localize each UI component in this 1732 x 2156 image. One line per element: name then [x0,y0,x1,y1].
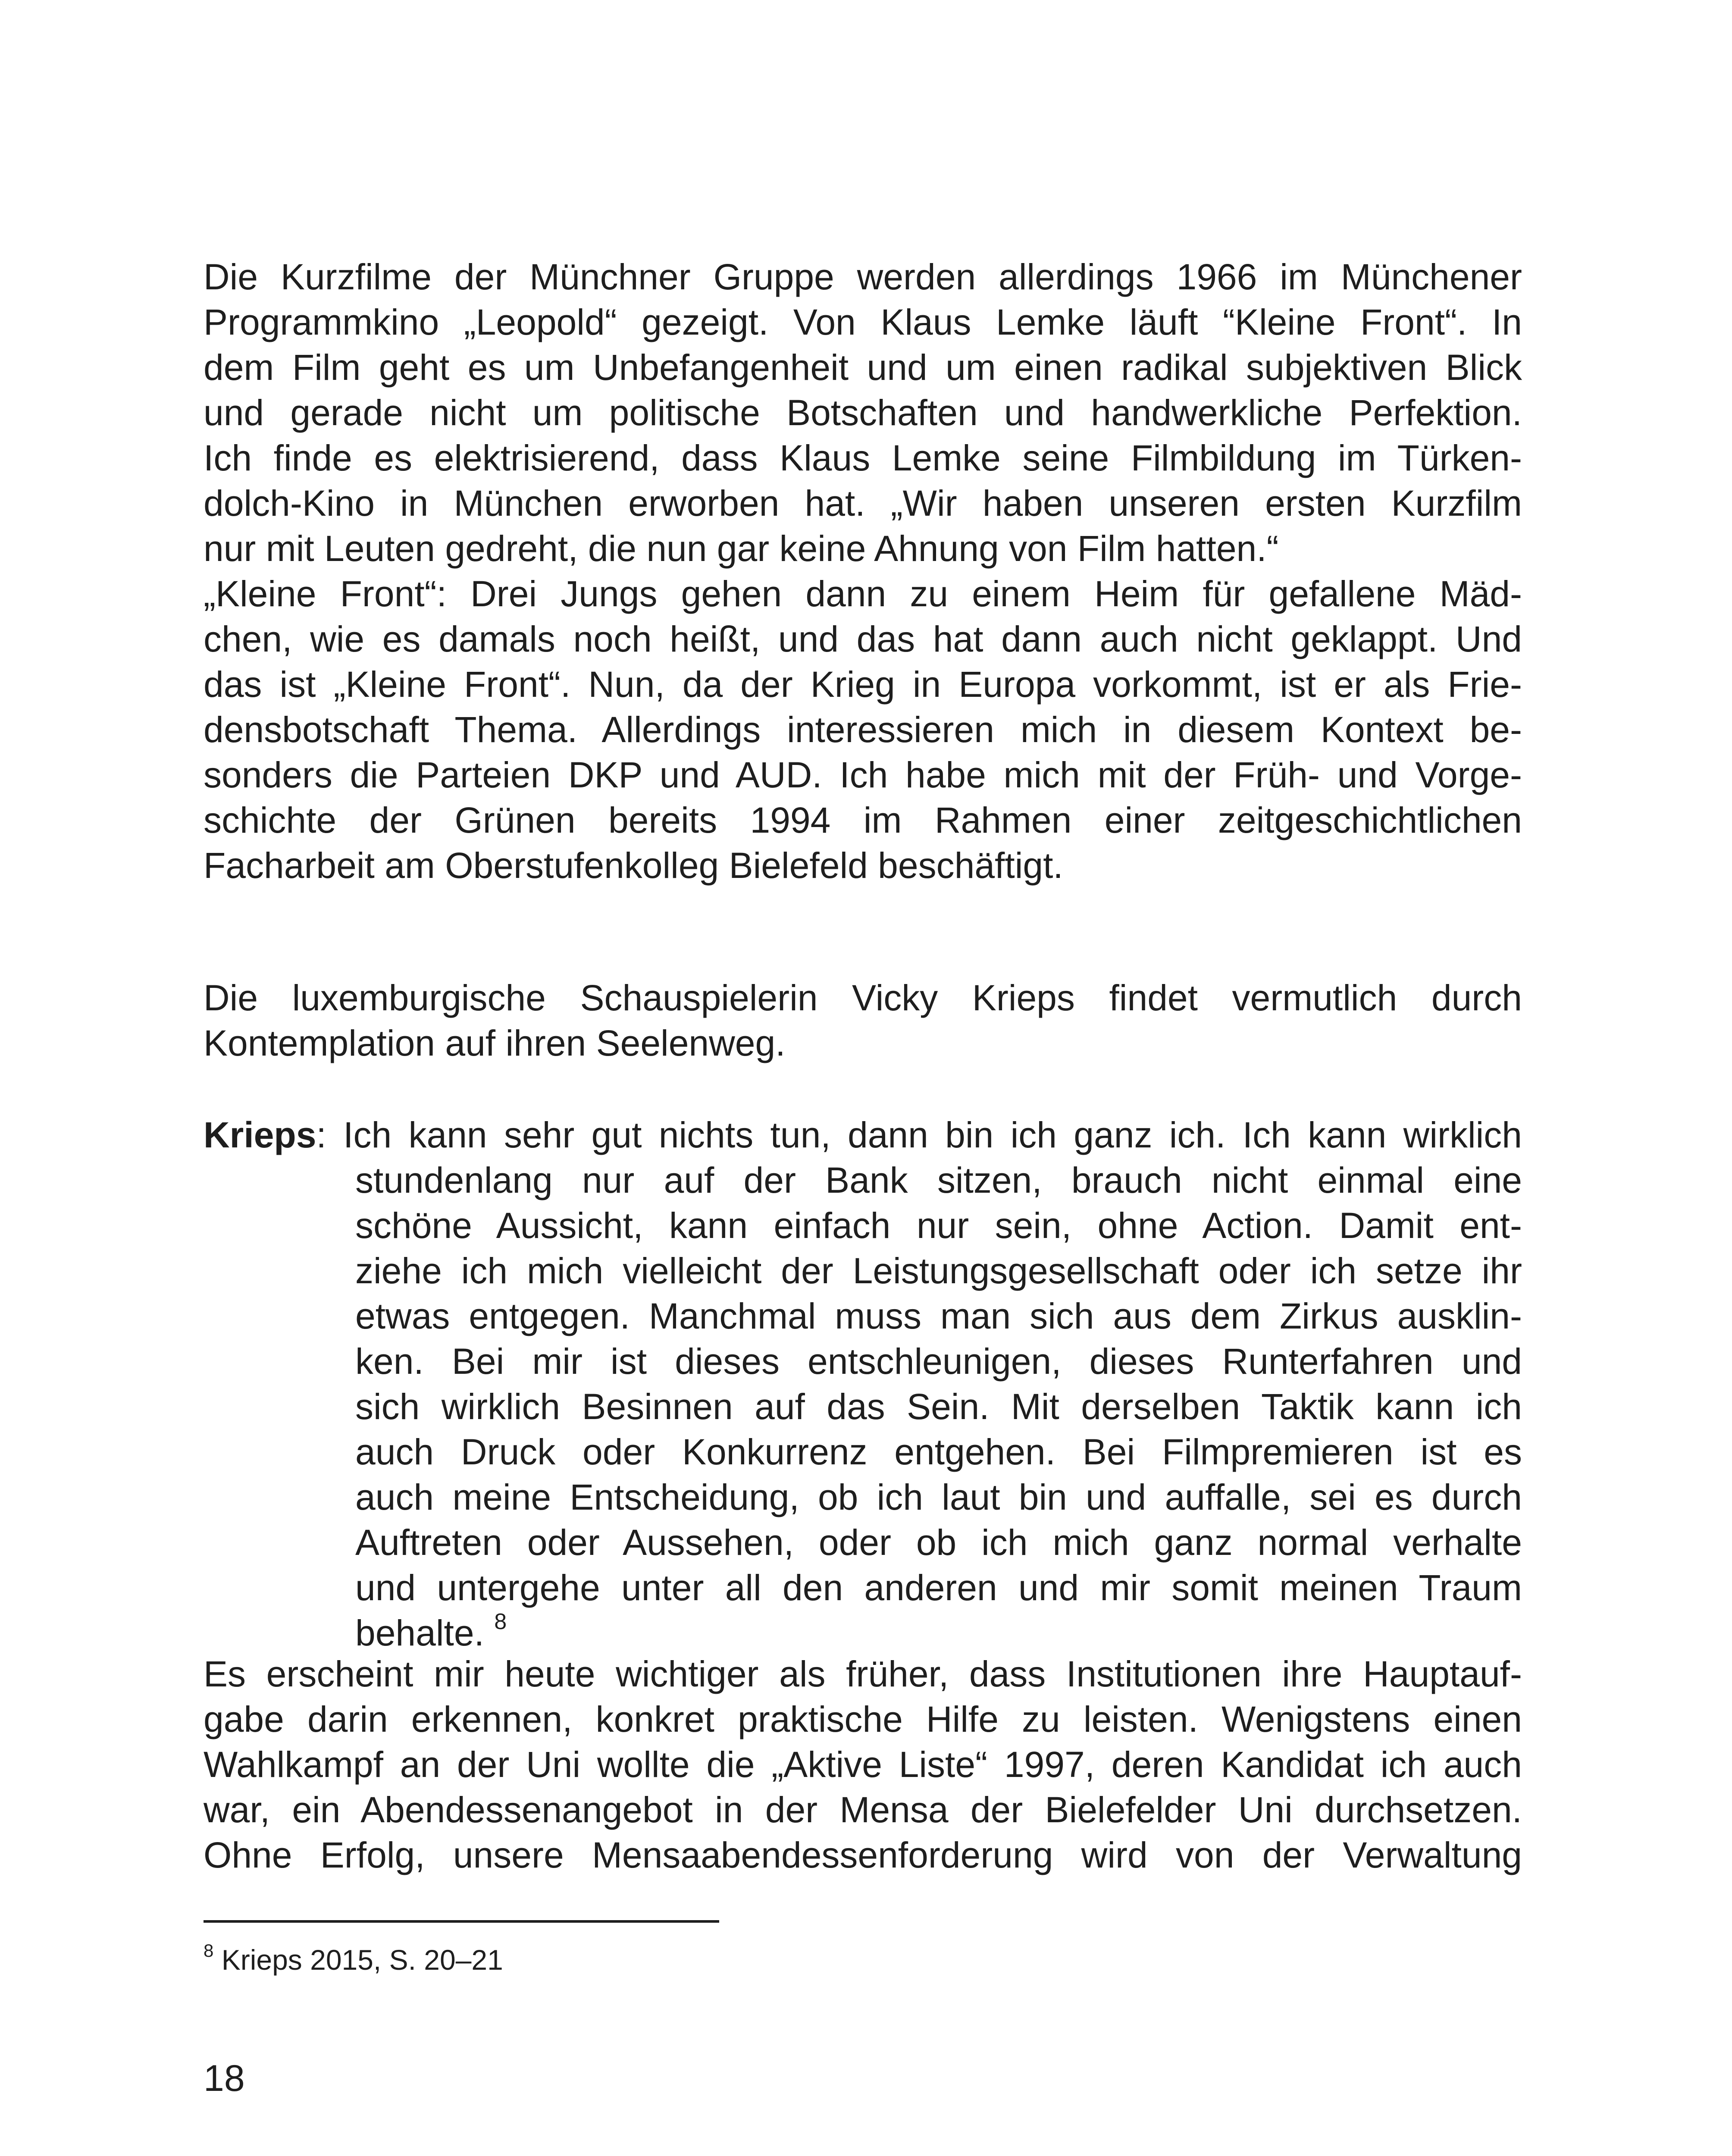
quote-line: und untergehe unter all den anderen und mir somit meinen Traum [355,1567,1522,1608]
text-line: Die luxemburgische Schauspielerin Vicky Krieps findet vermutlich durch [204,978,1522,1018]
text-line: nur mit Leuten gedreht, die nun gar keine Ahnung von Film hatten.“ [204,528,1279,569]
text-line: Wahlkampf an der Uni wollte die „Aktive Liste“ 1997, deren Kandidat ich auch [204,1744,1522,1785]
text-line: Kontemplation auf ihren Seelenweg. [204,1023,786,1063]
text-line: Facharbeit am Oberstufenkolleg Bielefeld beschäftigt. [204,845,1063,886]
quote-line: ken. Bei mir ist dieses entschleunigen, dieses Runterfahren und [355,1341,1522,1382]
text-line: Programmkino „Leopold“ gezeigt. Von Klaus Lemke läuft “Kleine Front“. In [204,302,1522,342]
text-line: chen, wie es damals noch heißt, und das hat dann auch nicht geklappt. Und [204,619,1522,659]
quote-line: ziehe ich mich vielleicht der Leistungsgesellschaft oder ich setze ihr [355,1250,1522,1291]
text-line: und gerade nicht um politische Botschaften und handwerkliche Perfektion. [204,392,1522,433]
footnote-number: 8 [204,1940,214,1961]
text-line: dem Film geht es um Unbefangenheit und um einen radikal subjektiven Blick [204,347,1522,388]
text-line: densbotschaft Thema. Allerdings interessieren mich in diesem Kontext be- [204,709,1522,750]
quote-speaker: Krieps [204,1115,316,1155]
quote-line: auch meine Entscheidung, ob ich laut bin und auffalle, sei es durch [355,1477,1522,1517]
quote-first-line [204,1112,1522,1158]
quote-line: Auftreten oder Aussehen, oder ob ich mich ganz normal verhalte [355,1522,1522,1563]
text-line: gabe darin erkennen, konkret praktische Hilfe zu leisten. Wenigstens einen [204,1699,1522,1739]
quote-last-line [204,1611,1522,1656]
quote-line: schöne Aussicht, kann einfach nur sein, ohne Action. Damit ent- [355,1205,1522,1246]
text-line: dolch-Kino in München erworben hat. „Wir haben unseren ersten Kurzfilm [204,483,1522,523]
text-line: Ich finde es elektrisierend, dass Klaus Lemke seine Filmbildung im Türken- [204,438,1522,478]
footnote-reference[interactable]: 8 [494,1609,507,1634]
quote-line: etwas entgegen. Manchmal muss man sich aus dem Zirkus ausklin- [355,1296,1522,1336]
footnote-separator [204,1920,719,1923]
quote-line: auch Druck oder Konkurrenz entgehen. Bei Filmpremieren ist es [355,1432,1522,1472]
text-line: das ist „Kleine Front“. Nun, da der Krieg in Europa vorkommt, ist er als Frie- [204,664,1522,705]
text-line: Ohne Erfolg, unsere Mensaabendessenforderung wird von der Verwaltung [204,1835,1522,1875]
text-line: Die Kurzfilme der Münchner Gruppe werden allerdings 1966 im Münchener [204,257,1522,297]
paragraph-institutions [204,1651,1522,1878]
paragraph-lemke-kleine-front [204,254,1522,888]
footnote-text: Krieps 2015, S. 20–21 [213,1944,503,1976]
quote-first-line-text: : Ich kann sehr gut nichts tun, dann bin ich ganz ich. Ich kann wirklich [316,1115,1522,1155]
text-line: schichte der Grünen bereits 1994 im Rahmen einer zeitgeschichtlichen [204,800,1522,840]
quote-line: stundenlang nur auf der Bank sitzen, brauch nicht einmal eine [355,1160,1522,1200]
text-line: Es erscheint mir heute wichtiger als früher, dass Institutionen ihre Hauptauf- [204,1654,1522,1694]
quote-block-krieps [204,1112,1522,1656]
text-line: sonders die Parteien DKP und AUD. Ich habe mich mit der Früh- und Vorge- [204,755,1522,795]
paragraph-vicky-krieps-intro [204,975,1522,1066]
page-number: 18 [204,2058,245,2099]
text-line: „Kleine Front“: Drei Jungs gehen dann zu einem Heim für gefallene Mäd- [204,573,1522,614]
text-line: war, ein Abendessenangebot in der Mensa der Bielefelder Uni durchsetzen. [204,1789,1522,1830]
quote-line: sich wirklich Besinnen auf das Sein. Mit derselben Taktik kann ich [355,1386,1522,1427]
footnote [204,1940,503,1979]
quote-last-line-text: behalte. [355,1613,495,1653]
